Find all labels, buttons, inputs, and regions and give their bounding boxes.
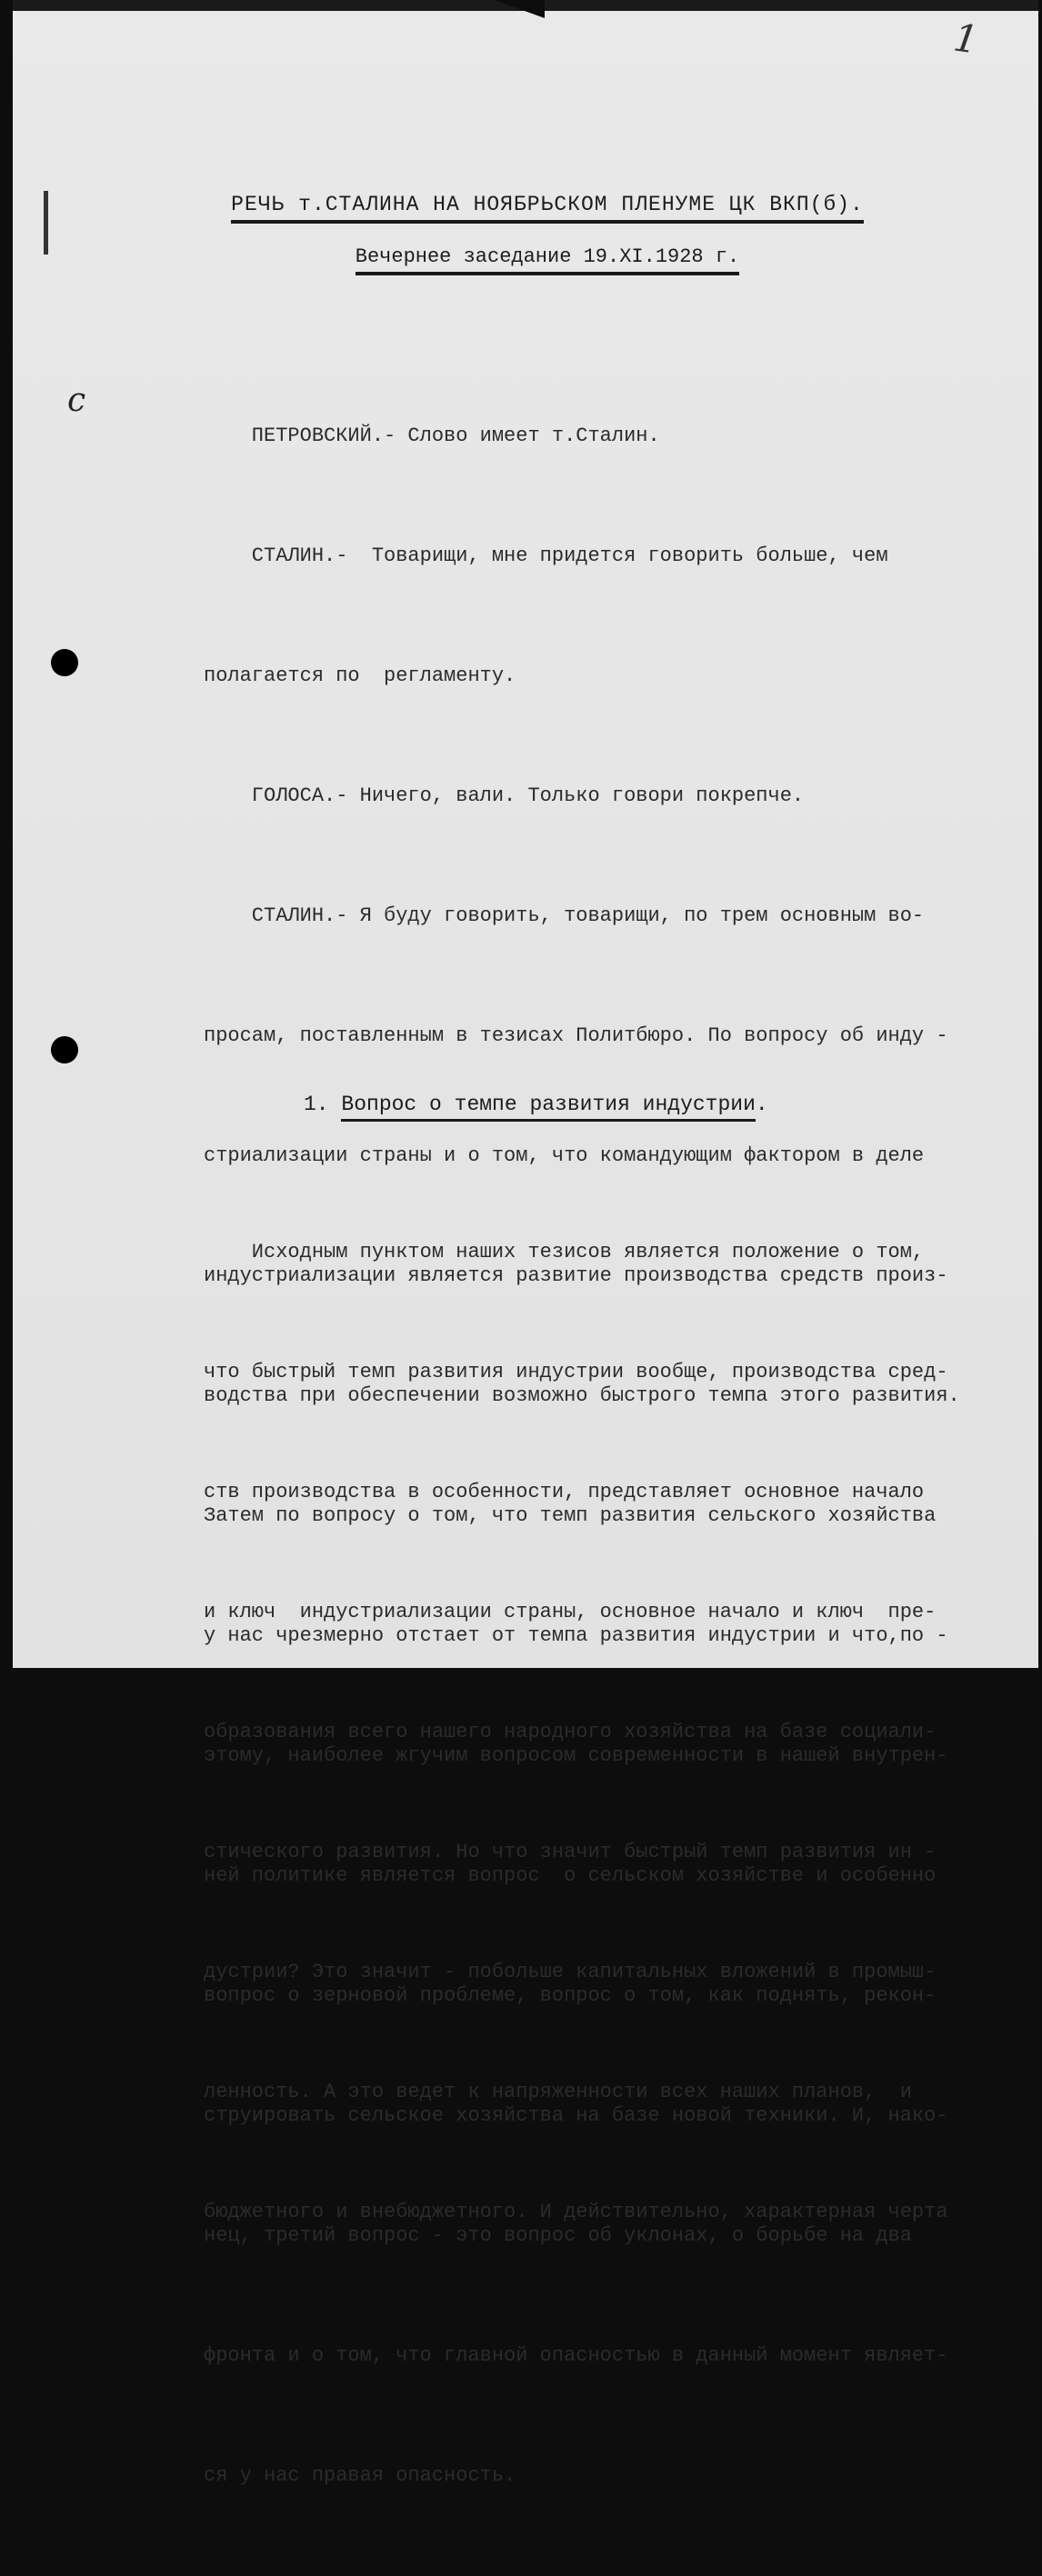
text-line: СТАЛИН.- Товарищи, мне придется говорить больше, чем: [204, 544, 888, 567]
punch-hole: [51, 1036, 78, 1063]
text-line: вопрос о зерновой проблеме, вопрос о том, как поднять, рекон-: [204, 1984, 937, 2007]
document-title: РЕЧЬ т.СТАЛИНА НА НОЯБРЬСКОМ ПЛЕНУМЕ ЦК ВКП(б).: [231, 193, 864, 224]
text-line: ГОЛОСА.- Ничего, вали. Только говори покрепче.: [204, 784, 805, 807]
document-subtitle-wrap: [13, 245, 1038, 275]
text-line: дустрии? Это значит - побольше капитальных вложений в промыш-: [204, 1961, 937, 1983]
text-line: ств производства в особенности, представляет основное начало: [204, 1481, 925, 1503]
text-line: СТАЛИН.- Я буду говорить, товарищи, по трем основным во-: [204, 904, 925, 927]
text-line: просам, поставленным в тезисах Политбюро. По вопросу об инду -: [204, 1024, 948, 1047]
text-line: бюджетного и внебюджетного. И действительно, характерная черта: [204, 2201, 948, 2223]
text-line: и ключ индустриализации страны, основное начало и ключ пре-: [204, 1601, 937, 1623]
page-number: 1: [950, 15, 982, 63]
section-trailing: .: [755, 1093, 768, 1116]
text-line: Затем по вопросу о том, что темп развития сельского хозяйства: [204, 1504, 937, 1527]
text-line: ней политике является вопрос о сельском хозяйстве и особенно: [204, 1864, 937, 1887]
text-line: ся у нас правая опасность.: [204, 2464, 516, 2487]
text-line: ленность. А это ведет к напряженности всех наших планов, и: [204, 2081, 912, 2103]
text-line: стического развития. Но что значит быстрый темп развития ин -: [204, 1841, 937, 1863]
punch-hole: [51, 649, 78, 676]
text-line: образования всего нашего народного хозяйства на базе социали-: [204, 1721, 937, 1743]
text-line: водства при обеспечении возможно быстрого темпа этого развития.: [204, 1384, 960, 1407]
text-line: струировать сельское хозяйства на базе новой техники. И, нако-: [204, 2104, 948, 2127]
text-line: Исходным пунктом наших тезисов является положение о том,: [204, 1241, 925, 1263]
document-subtitle: Вечернее заседание 19.XI.1928 г.: [356, 245, 739, 275]
text-line: полагается по регламенту.: [204, 664, 516, 687]
margin-handwritten-mark: с: [67, 382, 86, 419]
text-line: фронта и о том, что главной опасностью в данный момент являет-: [204, 2344, 948, 2367]
section-heading: [304, 1093, 768, 1116]
document-page: [13, 0, 1038, 2487]
text-line: этому, наиболее жгучим вопросом современности в нашей внутрен-: [204, 1744, 948, 1767]
section-number: 1.: [304, 1093, 329, 1116]
text-line: что быстрый темп развития индустрии вообще, производства сред-: [204, 1361, 948, 1383]
document-title-wrap: [13, 193, 1038, 224]
text-line: стриализации страны и о том, что командующим фактором в деле: [204, 1144, 925, 1167]
section-title: Вопрос о темпе развития индустрии: [341, 1093, 755, 1122]
text-line: ПЕТРОВСКИЙ.- Слово имеет т.Сталин.: [204, 424, 660, 447]
text-line: у нас чрезмерно отстает от темпа развития индустрии и что,по -: [204, 1624, 948, 1647]
section-body: [204, 1153, 1031, 2312]
text-line: нец, третий вопрос - это вопрос об уклонах, о борьбе на два: [204, 2224, 912, 2247]
text-line: индустриализации является развитие производства средств произ-: [204, 1264, 948, 1287]
